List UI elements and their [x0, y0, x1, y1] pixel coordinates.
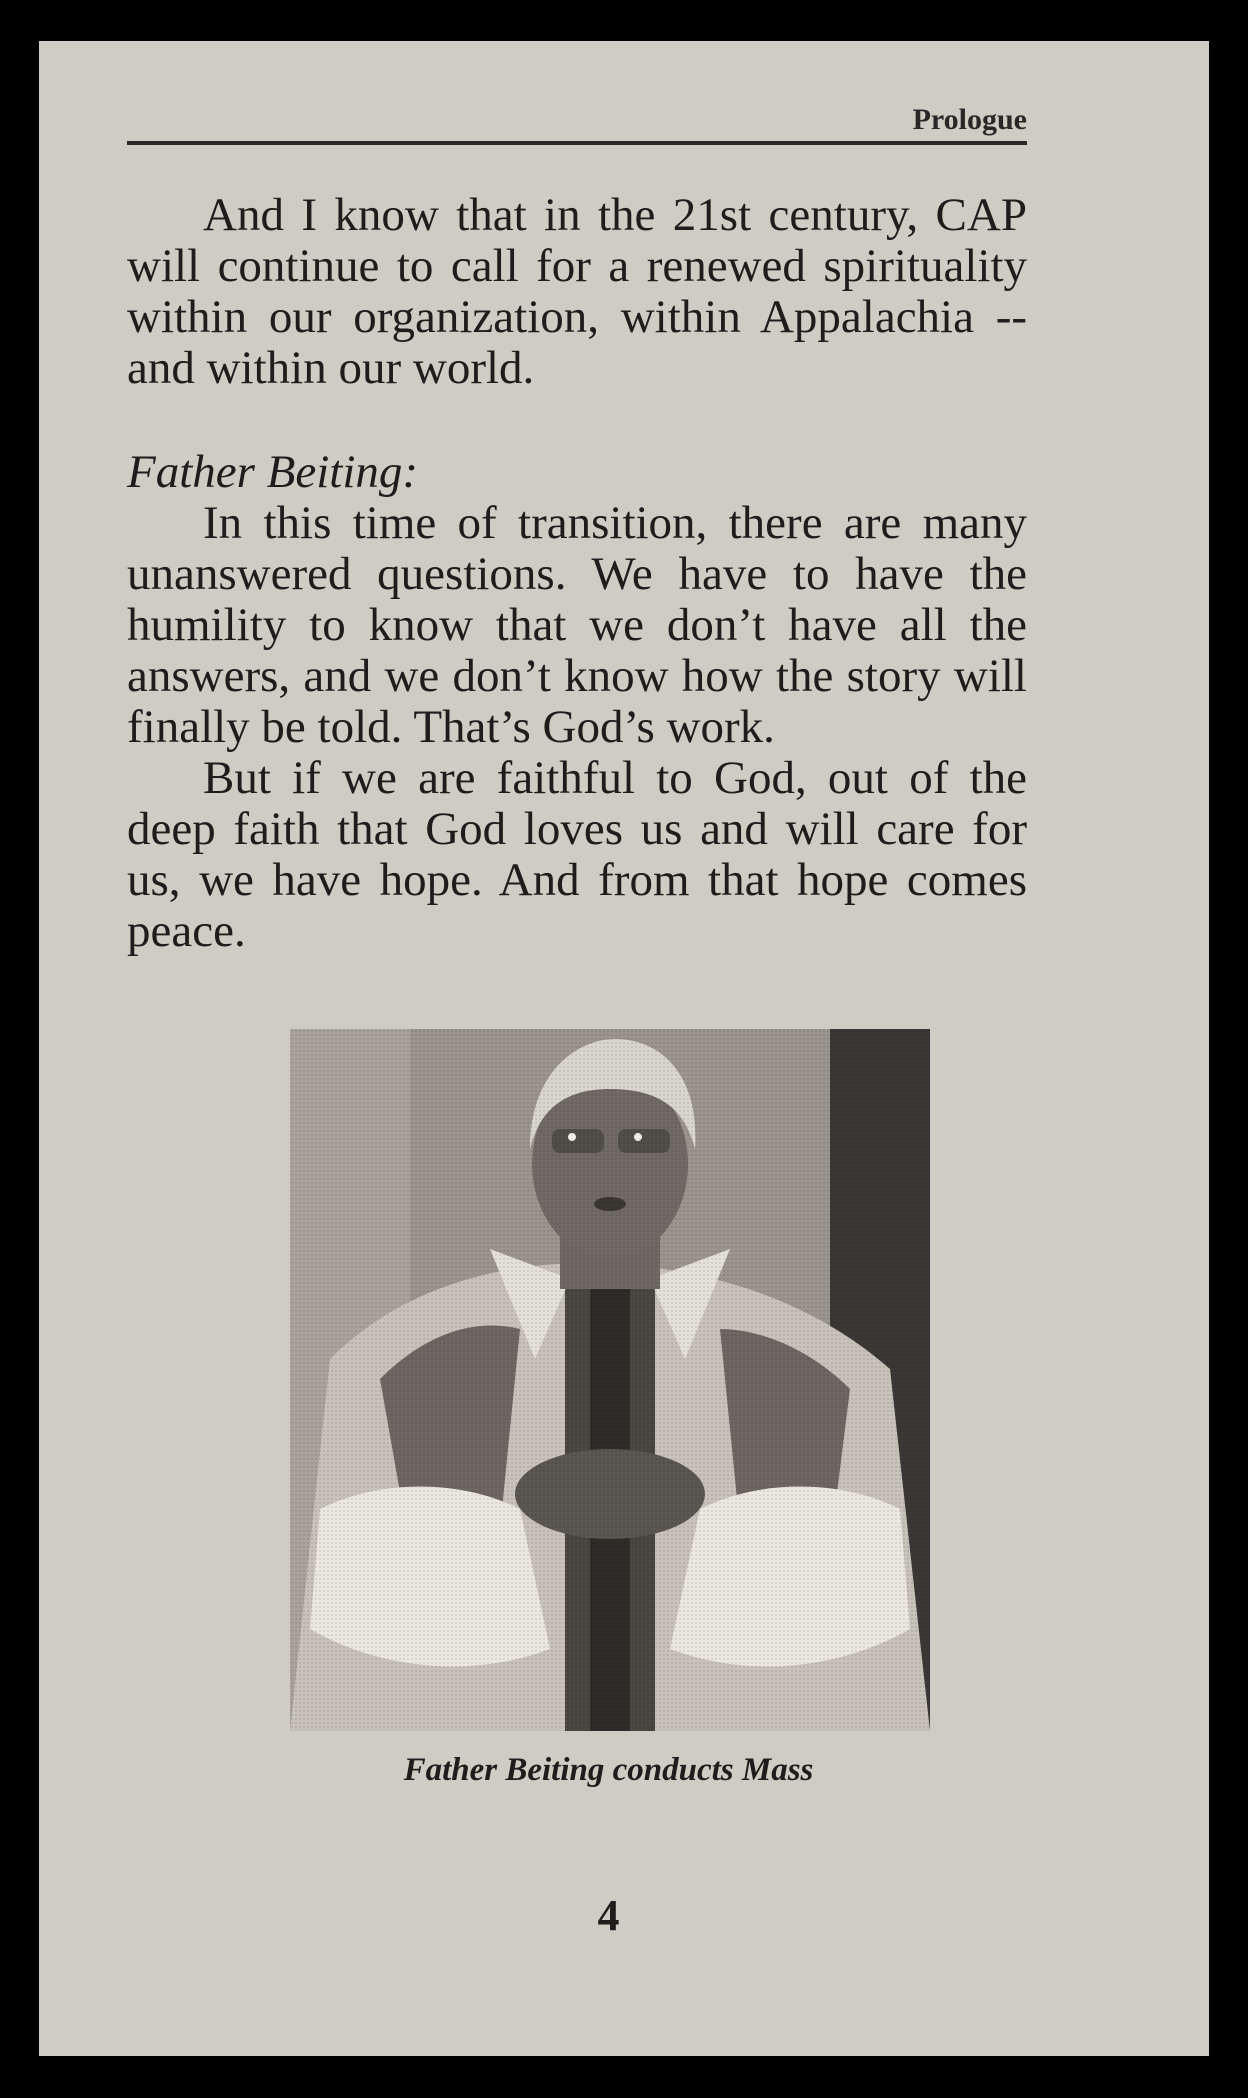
running-header: Prologue [912, 103, 1027, 136]
page-number: 4 [597, 1891, 620, 1940]
priest-photo [290, 1029, 930, 1731]
paragraph-2: In this time of transition, there are many unanswered questions. We have to have the humility to know that we don’t have all the answers, and we don’t know how the story will finally be told. That’s God’s work. [127, 497, 1027, 753]
paragraph-1: And I know that in the 21st century, CAP will continue to call for a renewed spirituality within our organization, within Appalachia -- and within our world. [127, 189, 1027, 394]
photo-illustration [290, 1029, 930, 1731]
photo-caption: Father Beiting conducts Mass [403, 1752, 814, 1788]
body-text [127, 190, 1027, 957]
header-rule [127, 141, 1027, 145]
speaker-label: Father Beiting: [127, 446, 419, 498]
paragraph-3: But if we are faithful to God, out of the deep faith that God loves us and will care for us, we have hope. And from that hope comes peace. [127, 752, 1027, 957]
